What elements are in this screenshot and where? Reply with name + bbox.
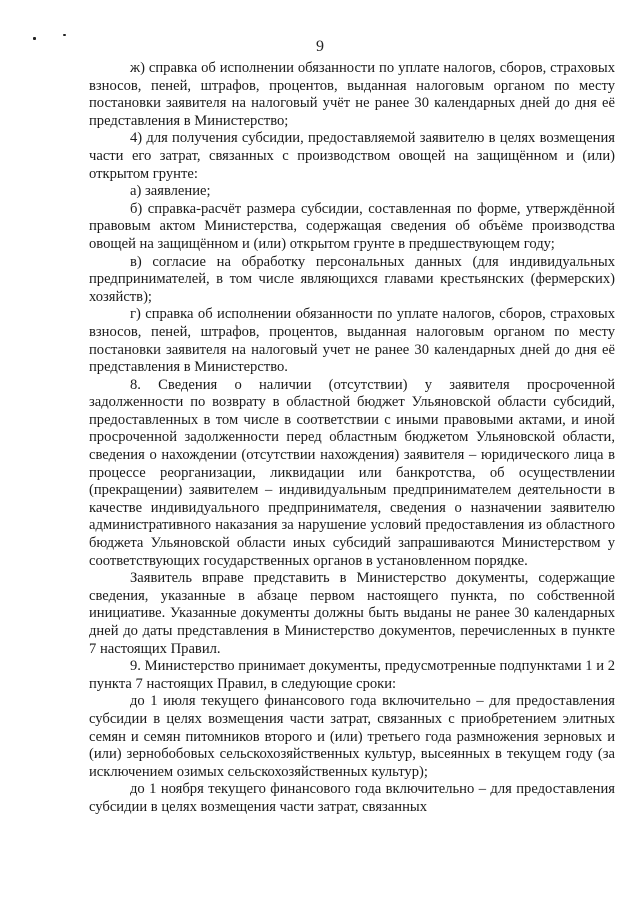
paragraph-zh-tax-certificate: ж) справка об исполнении обязанности по уплате налогов, сборов, страховых взносов, пеней, штрафов, процентов, выданная налоговым органом по месту постановки заявителя на налоговый учёт не ранее 30 календарных дней до дня её представления в Министерство; <box>89 60 615 129</box>
paragraph-deadline-july: до 1 июля текущего финансового года включительно – для предоставления субсидии в целях возмещения части затрат, связанных с приобретением элитных семян и семян питомников второго и (или) третьего года размножения зерновых и (или) зернобобовых сельскохозяйственных культур, высеянных в текущем году (за исключением озимых сельскохозяйственных культур); <box>89 693 615 780</box>
paragraph-v-consent: в) согласие на обработку персональных данных (для индивидуальных предпринимателей, в том числе являющихся главами крестьянских (фермерских) хозяйств); <box>89 253 615 305</box>
paragraph-b-calculation: б) справка-расчёт размера субсидии, составленная по форме, утверждённой правовым актом Министерства, содержащая сведения об объёме производства овощей на защищённом и (или) открытом грунте в предшествующем году; <box>89 200 615 252</box>
document-body <box>89 60 615 817</box>
paragraph-9-deadlines: 9. Министерство принимает документы, предусмотренные подпунктами 1 и 2 пункта 7 настоящих Правил, в следующие сроки: <box>89 658 615 692</box>
paragraph-8-information: 8. Сведения о наличии (отсутствии) у заявителя просроченной задолженности по возврату в областной бюджет Ульяновской области субсидий, предоставленных в том числе в соответствии с иными правовыми актами, и иной просроченной задолженности перед областным бюджетом Ульяновской области, сведения о нахождении (отсутствии нахождения) заявителя – юридического лица в процессе реорганизации, ликвидации или банкротства, об осуществлении (прекращении) заявителем – индивидуальным предпринимателем деятельности в качестве индивидуального предпринимателя, сведения о назначении заявителю административного наказания за нарушение условий предоставления из областного бюджета Ульяновской области иных субсидий запрашиваются Министерством у соответствующих государственных органов в установленном порядке. <box>89 376 615 569</box>
paragraph-deadline-november: до 1 ноября текущего финансового года включительно – для предоставления субсидии в целях возмещения части затрат, связанных <box>89 781 615 815</box>
paragraph-4-vegetables-subsidy: 4) для получения субсидии, предоставляемой заявителю в целях возмещения части его затрат, связанных с производством овощей на защищённом и (или) открытом грунте: <box>89 130 615 182</box>
page-number: 9 <box>316 38 324 55</box>
paragraph-g-tax-certificate: г) справка об исполнении обязанности по уплате налогов, сборов, страховых взносов, пеней, штрафов, процентов, выданная налоговым органом по месту постановки заявителя на налоговый учет не ранее 30 календарных дней до дня её представления в Министерство. <box>89 306 615 376</box>
paragraph-a-application: а) заявление; <box>130 183 211 200</box>
paragraph-applicant-right: Заявитель вправе представить в Министерство документы, содержащие сведения, указанные в абзаце первом настоящего пункта, по собственной инициативе. Указанные документы должны быть выданы не ранее 30 календарных дней до даты представления в Министерство документов, перечисленных в пункте 7 настоящих Правил. <box>89 570 615 657</box>
scan-mark <box>63 34 66 36</box>
